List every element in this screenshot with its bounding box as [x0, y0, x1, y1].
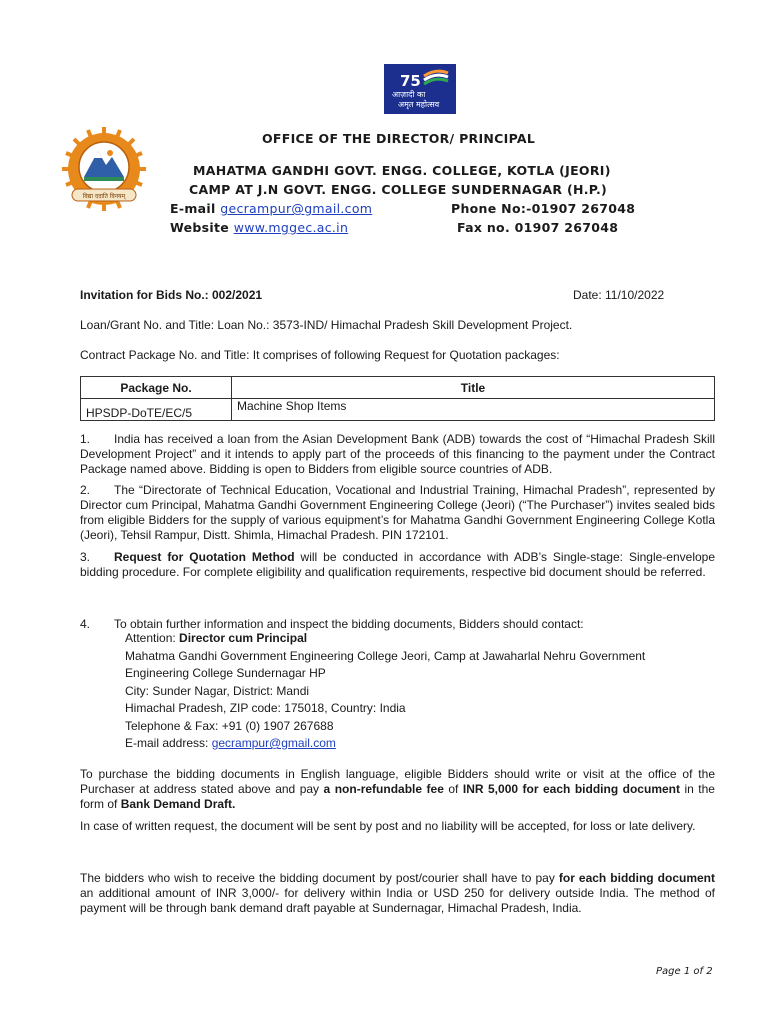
header-email-link[interactable]: gecrampur@gmail.com [220, 201, 373, 216]
address-line-1: Mahatma Gandhi Government Engineering College Jeori, Camp at Jawaharlal Nehru Government [125, 648, 646, 663]
cell-title: Machine Shop Items [232, 399, 715, 421]
college-seal [62, 125, 146, 213]
email-label: E-mail [170, 201, 221, 216]
p2-text: The “Directorate of Technical Education, Vocational and Industrial Training, Himachal Pradesh”, represented by Director cum Principal, Mahatma Gandhi Government Engineering College (Jeori) (“The Purchaser”) invites sealed bids from eligible Bidders for the supply of various equipment’s for Mahatma Gandhi Government Engineering College Kotla (Jeori), Tehsil Rampur, Distt. Shimla, Himachal Pradesh. PIN 172101. [80, 483, 715, 542]
contact-email-link[interactable]: gecrampur@gmail.com [211, 736, 336, 750]
invitation-date: Date: 11/10/2022 [573, 288, 665, 302]
email-line [170, 201, 372, 216]
contract-line: Contract Package No. and Title: It comprises of following Request for Quotation packages: [80, 348, 560, 362]
website-link[interactable]: www.mggec.ac.in [233, 220, 349, 235]
office-title: OFFICE OF THE DIRECTOR/ PRINCIPAL [262, 131, 536, 146]
p3-bold: Request for Quotation Method [114, 550, 295, 564]
table-header-row [81, 377, 715, 399]
camp-line: CAMP AT J.N GOVT. ENGG. COLLEGE SUNDERNAGAR (H.P.) [189, 182, 608, 197]
fax-number: Fax no. 01907 267048 [457, 220, 619, 235]
contact-email-line [125, 735, 715, 753]
p4-intro: To obtain further information and inspect the bidding documents, Bidders should contact: [114, 617, 584, 631]
header-title: Title [232, 377, 715, 399]
telephone-line: Telephone & Fax: +91 (0) 1907 267688 [125, 718, 334, 733]
p4-number: 4. [80, 617, 91, 631]
azadi-line-1: आज़ादी का [392, 90, 426, 99]
loan-line: Loan/Grant No. and Title: Loan No.: 3573-IND/ Himachal Pradesh Skill Development Project. [80, 318, 573, 332]
college-name: MAHATMA GANDHI GOVT. ENGG. COLLEGE, KOTLA (JEORI) [193, 163, 611, 178]
paragraph-2 [80, 483, 715, 543]
purchase-part-1: To purchase the bidding documents in English language, eligible Bidders should write or visit at the office of the Purchaser at address stated above and pay [80, 767, 715, 796]
city-line: City: Sunder Nagar, District: Mandi [125, 683, 310, 698]
p1-text: India has received a loan from the Asian Development Bank (ADB) towards the cost of “Himachal Pradesh Skill Development Project” and it intends to apply part of the proceeds of this financing to the payment under the Contract Package named above. Bidding is open to Bidders from eligible source countries of ADB. [80, 432, 715, 476]
contact-block [125, 630, 715, 753]
courier-paragraph [80, 871, 715, 916]
written-request-paragraph: In case of written request, the document will be sent by post and no liability will be accepted, for loss or late delivery. [80, 819, 696, 833]
p1-number: 1. [80, 432, 91, 446]
p3-text: will be conducted in accordance with ADB’s Single-stage: Single-envelope bidding procedure. For complete eligibility and qualification requirements, respective bid document should be referred. [80, 550, 715, 579]
website-label: Website [170, 220, 234, 235]
p3-number: 3. [80, 550, 91, 564]
address-line-2: Engineering College Sundernagar HP [125, 666, 326, 680]
attention-value: Director cum Principal [179, 631, 308, 645]
package-table [80, 376, 715, 421]
invitation-number: Invitation for Bids No.: 002/2021 [80, 288, 263, 302]
header-package-no: Package No. [81, 377, 232, 399]
paragraph-3 [80, 550, 715, 580]
attention-line [125, 630, 715, 648]
azadi-logo-graphic [384, 64, 456, 114]
azadi-number: 75 [400, 72, 421, 90]
cell-package-no: HPSDP-DoTE/EC/5 [81, 399, 232, 421]
courier-bold-1: for each bidding document [558, 871, 715, 885]
state-line: Himachal Pradesh, ZIP code: 175018, Country: India [125, 701, 406, 715]
website-line [170, 220, 348, 235]
azadi-logo [384, 64, 456, 114]
paragraph-1 [80, 432, 715, 477]
page-number: Page 1 of 2 [656, 966, 713, 977]
courier-part-2: an additional amount of INR 3,000/- for delivery within India or USD 250 for delivery outside India. The method of payment will be through bank demand draft payable at Sundernagar, Himachal Pradesh, India. [80, 886, 715, 915]
purchase-bold-1: a non-refundable fee [323, 782, 444, 796]
purchase-paragraph [80, 767, 715, 812]
purchase-part-3: in the form of [80, 782, 715, 811]
table-row [81, 399, 715, 421]
purchase-part-2: of [443, 782, 463, 796]
phone-number: Phone No:-01907 267048 [451, 201, 636, 216]
courier-part-1: The bidders who wish to receive the bidding document by post/courier shall have to pay [80, 871, 559, 885]
contact-email-label: E-mail address: [125, 736, 212, 750]
purchase-bold-3: Bank Demand Draft. [120, 797, 236, 811]
attention-label: Attention: [125, 631, 180, 645]
azadi-line-2: अमृत महोत्सव [398, 100, 440, 109]
purchase-bold-2: INR 5,000 for each bidding document [462, 782, 680, 796]
p2-number: 2. [80, 483, 91, 497]
seal-motto: विद्या ददाति विनयम् [82, 193, 126, 200]
